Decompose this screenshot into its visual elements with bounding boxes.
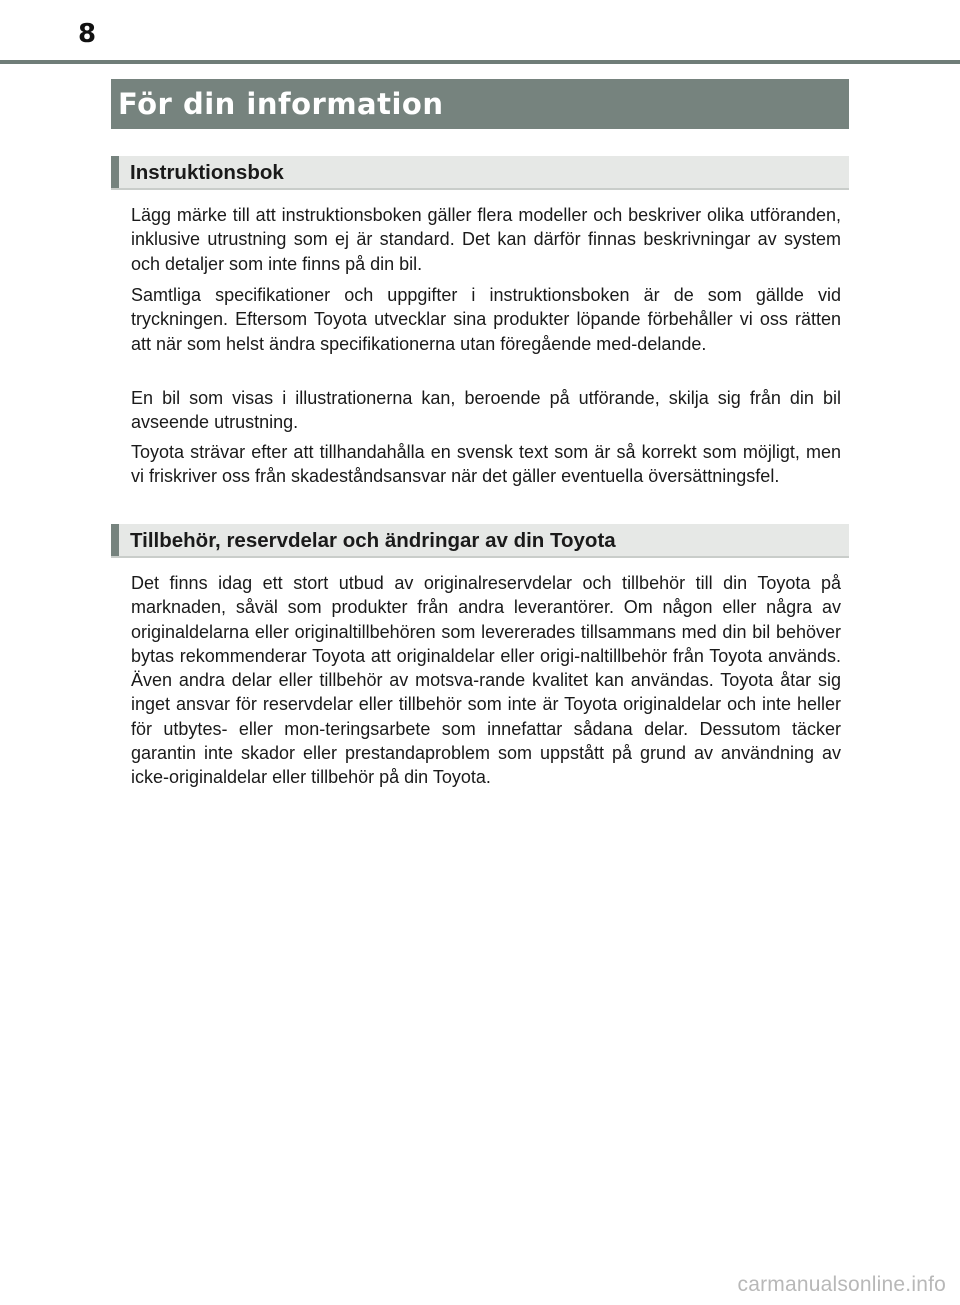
paragraph: Det finns idag ett stort utbud av originalreservdelar och tillbehör till din Toyota på marknaden, såväl som produkter från andra leverantörer. Om någon eller några av originaldelarna eller originaltillbehören som levererades tillsammans med din bil behöver bytas rekommenderar Toyota att originaldelar eller origi-naltillbehör från Toyota används. Även andra delar eller tillbehör av motsva-rande kvalitet kan användas. Toyota åtar sig inget ansvar för reservdelar eller tillbehör som inte är Toyota originaldelar och inte heller för utbytes- eller mon-teringsarbete som innefattar sådana delar. Dessutom täcker garantin inte skador eller prestandaproblem som uppstått på grund av användning av icke-originaldelar eller tillbehör på din Toyota. [131,573,841,788]
section-heading-accent [111,524,119,556]
chapter-title: För din information [118,87,444,121]
watermark-text: carmanualsonline.info [737,1273,946,1296]
section-heading-tillbehor [111,524,849,558]
section-heading-label: Instruktionsbok [130,161,284,184]
paragraph: Samtliga specifikationer och uppgifter i instruktionsboken är de som gällde vid tryckningen. Eftersom Toyota utvecklar sina produkter löpande förbehåller vi oss rätten att när som helst ändra specifikationerna utan föregående med-delande. [131,285,841,354]
section-heading-label: Tillbehör, reservdelar och ändringar av din Toyota [130,529,616,552]
paragraph: En bil som visas i illustrationerna kan, beroende på utförande, skilja sig från din bil avseende utrustning. [131,388,841,433]
page-number: 8 [78,19,97,49]
paragraph: Toyota strävar efter att tillhandahålla en svensk text som är så korrekt som möjligt, men vi friskriver oss från skadeståndsansvar när det gäller eventuella översättningsfel. [131,442,841,487]
paragraph: Lägg märke till att instruktionsboken gäller flera modeller och beskriver olika utföranden, inklusive utrustning som ej är standard. Det kan därför finnas beskrivningar av system och detaljer som inte finns på din bil. [131,205,841,274]
section-heading-accent [111,156,119,188]
top-rule [0,60,960,64]
section-heading-instruktionsbok [111,156,849,190]
